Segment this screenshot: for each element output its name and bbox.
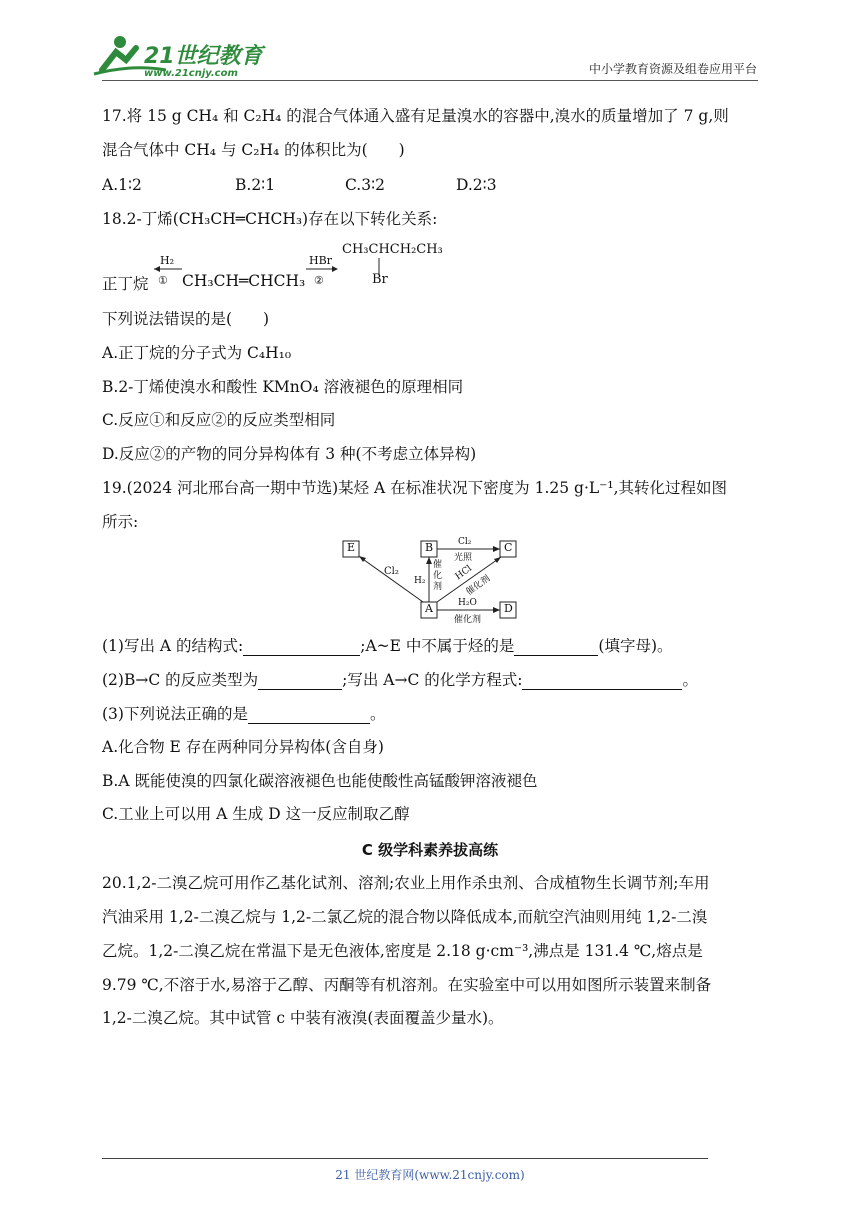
q19-part2-text-c: 。 [682,671,698,689]
q17-option-a: A.1∶2 [102,176,142,194]
footer-divider [102,1158,708,1159]
scheme-2-butene: CH₃CH═CHCH₃ [182,272,306,290]
q20-line5: 1,2-二溴乙烷。其中试管 c 中装有液溴(表面覆盖少量水)。 [102,1009,504,1027]
q18-reaction-scheme [102,238,482,298]
q19-part2-blank2[interactable] [522,673,682,690]
q18-option-a: A.正丁烷的分子式为 C₄H₁₀ [102,344,292,362]
site-logo [92,30,267,82]
logo-main-text: 21世纪教育 [144,44,263,69]
q17-line2: 混合气体中 CH₄ 与 C₂H₄ 的体积比为( ) [102,141,405,159]
q20-line2: 汽油采用 1,2-二溴乙烷与 1,2-二氯乙烷的混合物以降低成本,而航空汽油则用纯 1,2-二溴 [102,908,708,926]
node-d: D [504,602,513,615]
q19-part3-text-b: 。 [369,705,386,723]
edge-ad-bottom: 催化剂 [454,615,482,625]
q18-stem: 18.2-丁烯(CH₃CH═CHCH₃)存在以下转化关系: [102,210,438,228]
node-e: E [347,541,356,554]
scheme-butane: 正丁烷 [102,275,149,293]
q19-part1 [102,636,673,656]
footer-link[interactable]: 21 世纪教育网(www.21cnjy.com) [335,1168,525,1182]
scheme-arrow1-icon [152,265,182,273]
q18-option-b: B.2-丁烯使溴水和酸性 KMnO₄ 溶液褪色的原理相同 [102,378,464,396]
q18-ask: 下列说法错误的是( ) [102,310,270,328]
node-b: B [425,541,434,554]
q20-line1: 20.1,2-二溴乙烷可用作乙基化试剂、溶剂;农业上用作杀虫剂、合成植物生长调节剂;车用 [102,874,710,892]
q18-option-d: D.反应②的产物的同分异构体有 3 种(不考虑立体异构) [102,445,477,463]
section-c-title: C 级学科素养拔高练 [361,841,499,859]
q19-part1-text-c: (填字母)。 [598,637,673,655]
node-c: C [504,541,513,554]
q20-line4: 9.79 ℃,不溶于水,易溶于乙醇、丙酮等有机溶剂。在实验室中可以用如图所示装置来制备 [102,976,712,994]
edge-ad-top: H₂O [458,598,477,608]
q19-line1: 19.(2024 河北邢台高一期中节选)某烃 A 在标准状况下密度为 1.25 g·L⁻¹,其转化过程如图 [102,479,727,497]
edge-ae-label: Cl₂ [384,566,399,577]
q17-line1: 17.将 15 g CH₄ 和 C₂H₄ 的混合气体通入盛有足量溴水的容器中,溴水的质量增加了 7 g,则 [102,107,729,125]
scheme-arrow1-num: ① [158,274,168,287]
q17-option-d: D.2∶3 [456,176,497,194]
q19-part2-blank1[interactable] [258,673,342,690]
q19-part1-blank2[interactable] [514,639,598,656]
q19-part2-text-a: (2)B→C 的反应类型为 [102,671,259,689]
node-a: A [425,602,433,615]
q19-option-b: B.A 既能使溴的四氯化碳溶液褪色也能使酸性高锰酸钾溶液褪色 [102,772,538,790]
edge-ac-label2: 催化剂 [464,573,493,598]
q19-option-a: A.化合物 E 存在两种同分异构体(含自身) [102,738,384,756]
q19-part3 [102,704,385,724]
edge-bc-top: Cl₂ [458,537,472,547]
q20-line3: 乙烷。1,2-二溴乙烷在常温下是无色液体,密度是 2.18 g·cm⁻³,沸点是 131.4 ℃,熔点是 [102,942,703,960]
scheme-arrow1-reagent: H₂ [160,254,175,267]
q19-option-c: C.工业上可以用 A 生成 D 这一反应制取乙醇 [102,805,410,823]
q19-part1-blank1[interactable] [243,639,360,656]
q19-part2-text-b: ;写出 A→C 的化学方程式: [342,671,523,689]
scheme-arrow2-icon [306,265,340,273]
header-tagline: 中小学教育资源及组卷应用平台 [588,62,757,76]
scheme-arrow2-reagent: HBr [309,254,332,267]
scheme-product-br: Br [372,272,388,287]
edge-ab-label1: H₂ [414,576,426,586]
q19-part3-text-a: (3)下列说法正确的是 [102,705,248,723]
q19-part1-text-b: ;A~E 中不属于烃的是 [360,637,515,655]
q17-option-c: C.3∶2 [345,176,385,194]
q18-option-c: C.反应①和反应②的反应类型相同 [102,411,336,429]
edge-ab-label2: 催化剂 [433,560,443,592]
edge-bc-bottom: 光照 [454,553,473,563]
scheme-product-chain: CH₃CHCH₂CH₃ [342,242,443,257]
header-divider [102,80,758,81]
q19-line2: 所示: [102,513,139,531]
scheme-arrow2-num: ② [314,274,324,287]
q17-option-b: B.2∶1 [235,176,276,194]
q19-part2 [102,670,698,690]
q19-conversion-diagram [340,538,520,624]
q19-part1-text-a: (1)写出 A 的结构式: [102,637,244,655]
logo-url-text: www.21cnjy.com [144,68,238,79]
q19-part3-blank[interactable] [248,707,370,724]
edge-ac-label1: HCl [453,563,474,583]
